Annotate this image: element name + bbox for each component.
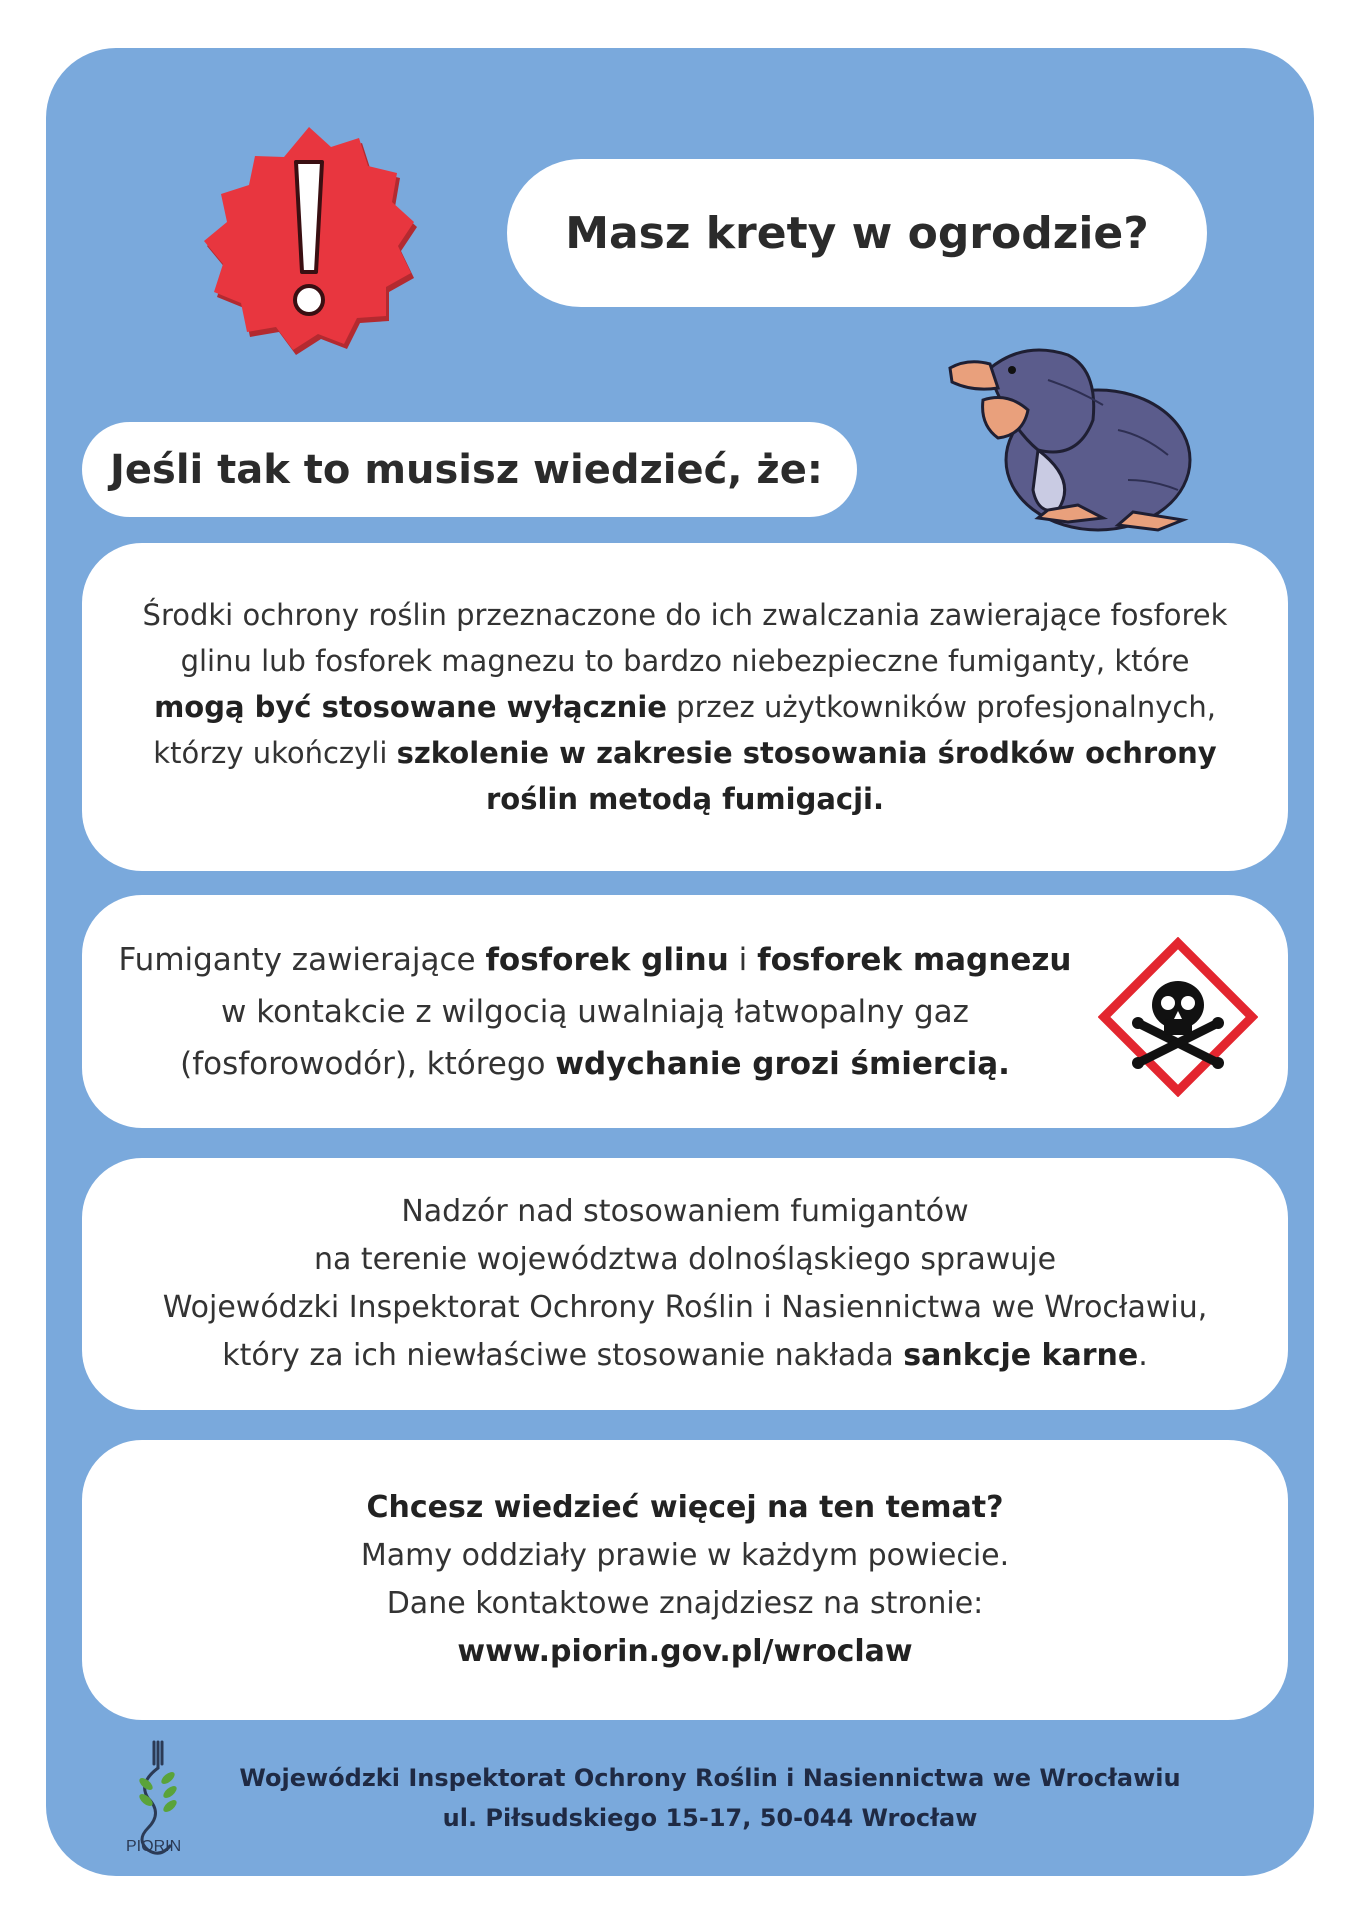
- text-bold: mogą być stosowane wyłącznie: [154, 690, 667, 724]
- text-bold: fosforek magnezu: [757, 941, 1072, 978]
- info-box-supervision: [82, 1158, 1288, 1410]
- text-line: [102, 684, 1268, 730]
- website-link[interactable]: www.piorin.gov.pl/wroclaw: [457, 1634, 913, 1669]
- contact-heading: Chcesz wiedzieć więcej na ten temat?: [366, 1490, 1004, 1525]
- text-bold: roślin metodą fumigacji.: [485, 782, 885, 816]
- text-line: [102, 1284, 1268, 1332]
- text-segment: glinu lub fosforek magnezu to bardzo niebezpieczne fumiganty, które: [180, 644, 1190, 678]
- text-segment: Fumiganty zawierające: [118, 941, 486, 978]
- text-segment: przez użytkowników profesjonalnych,: [666, 690, 1216, 724]
- text-line: [102, 776, 1268, 822]
- text-segment: Środki ochrony roślin przeznaczone do ich zwalczania zawierające fosforek: [142, 598, 1228, 632]
- warning-badge-icon: [183, 118, 435, 363]
- footer-address-block: [200, 1758, 1220, 1838]
- text-segment: którzy ukończyli: [153, 736, 397, 770]
- section-heading: Jeśli tak to musisz wiedzieć, że:: [110, 446, 823, 493]
- text-line: [102, 730, 1268, 776]
- logo-text: PIORIN: [126, 1838, 182, 1855]
- text-bold: wdychanie grozi śmiercią.: [555, 1045, 1010, 1082]
- skull-crossbones-icon: [1098, 937, 1258, 1097]
- text-line: [102, 638, 1268, 684]
- text-segment: Nadzór nad stosowaniem fumigantów: [401, 1194, 969, 1229]
- text-line: [102, 592, 1268, 638]
- text-line: [102, 1236, 1268, 1284]
- text-bold: sankcje karne: [903, 1338, 1139, 1373]
- text-segment: Dane kontaktowe znajdziesz na stronie:: [386, 1586, 984, 1621]
- text-line: [102, 1188, 1268, 1236]
- text-line: [92, 986, 1098, 1038]
- mole-illustration: [928, 330, 1216, 540]
- info-box-fumigants: [82, 543, 1288, 871]
- text-bold: szkolenie w zakresie stosowania środków ochrony: [396, 736, 1217, 770]
- text-segment: który za ich niewłaściwe stosowanie nakłada: [222, 1338, 904, 1373]
- text-line: [102, 1580, 1268, 1628]
- text-line: [92, 1038, 1098, 1090]
- text-segment: .: [1138, 1338, 1148, 1373]
- text-line: [92, 934, 1098, 986]
- text-segment: w kontakcie z wilgocią uwalniają łatwopalny gaz: [221, 993, 969, 1030]
- text-segment: Wojewódzki Inspektorat Ochrony Roślin i Nasiennictwa we Wrocławiu,: [162, 1290, 1208, 1325]
- text-line: [102, 1532, 1268, 1580]
- text-segment: Mamy oddziały prawie w każdym powiecie.: [360, 1538, 1010, 1573]
- text-bold: fosforek glinu: [485, 941, 729, 978]
- text-line: [102, 1484, 1268, 1532]
- subtitle-pill: [82, 422, 857, 517]
- text-segment: (fosforowodór), którego: [180, 1045, 556, 1082]
- info-box-contact: [82, 1440, 1288, 1720]
- footer-org-name: Wojewódzki Inspektorat Ochrony Roślin i Nasiennictwa we Wrocławiu: [239, 1764, 1181, 1792]
- text-line: [102, 1332, 1268, 1380]
- text-segment: i: [728, 941, 758, 978]
- text-segment: na terenie województwa dolnośląskiego sprawuje: [313, 1242, 1057, 1277]
- title-pill: [507, 159, 1207, 307]
- text-line: [102, 1628, 1268, 1676]
- footer-address: ul. Piłsudskiego 15-17, 50-044 Wrocław: [442, 1804, 978, 1832]
- page-title: Masz krety w ogrodzie?: [565, 207, 1149, 259]
